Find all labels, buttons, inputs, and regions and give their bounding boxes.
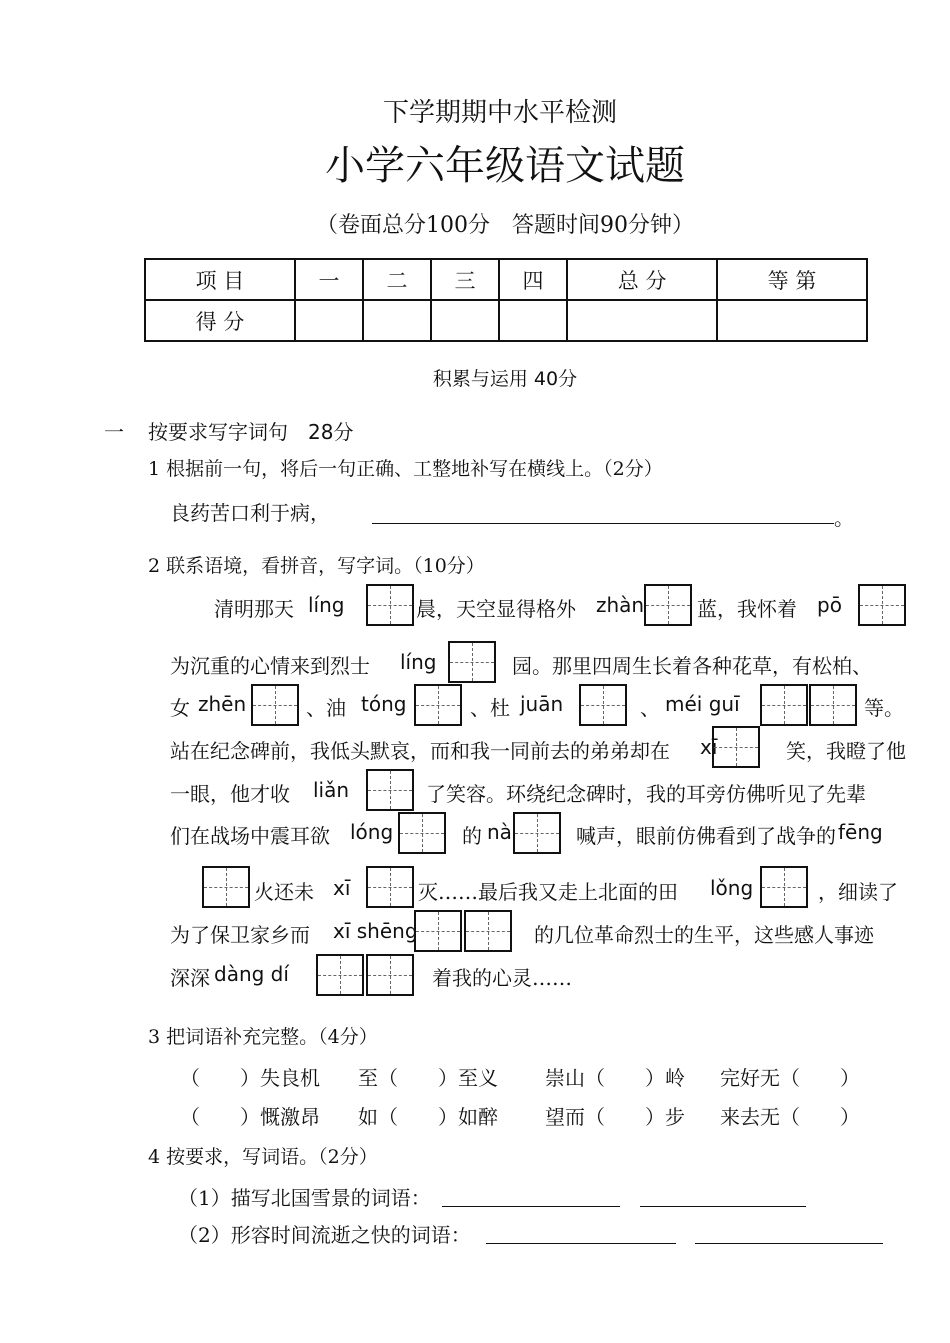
q2-text: 为了保卫家乡而 [170,923,310,947]
q2-pinyin: pō [817,593,842,617]
q2-pinyin: líng [400,650,437,674]
q2-char-box[interactable] [579,684,627,726]
q2-char-box[interactable] [448,641,496,683]
q2-text: 的 [462,824,482,848]
exam-info: （卷面总分100分 答题时间90分钟） [316,213,694,238]
part1-title: 按要求写字词句 28分 [148,420,354,444]
q2-text: 清明那天 [214,597,294,621]
q2-pinyin: lóng [350,820,394,844]
score-input-cell[interactable] [567,300,717,341]
q2-text: 为沉重的心情来到烈士 [170,654,370,678]
q4-answer-line[interactable] [695,1221,883,1244]
q2-text: 喊声，眼前仿佛看到了战争的 [576,824,836,848]
q2-pinyin: nà [487,820,512,844]
q2-text: 晨，天空显得格外 [416,597,576,621]
q3-item[interactable]: 至（ ）至义 [358,1066,498,1090]
q2-text: 、杜 [470,696,510,720]
score-input-cell[interactable] [717,300,867,341]
q3-item[interactable]: 崇山（ ）岭 [545,1066,685,1090]
q2-char-box[interactable] [366,769,414,811]
q2-pinyin: dàng dí [214,962,289,986]
q2-text: 的几位革命烈士的生平，这些感人事迹 [534,923,874,947]
q2-char-box[interactable] [414,910,462,952]
score-table-cell: 三 [431,259,499,300]
q2-text: 着我的心灵…… [432,966,572,990]
q2-char-box[interactable] [398,812,446,854]
q2-prompt: 2 联系语境，看拼音，写字词。（10分） [148,555,485,577]
q4-answer-line[interactable] [486,1221,676,1244]
q2-pinyin: fēng [838,820,883,844]
q3-item[interactable]: 完好无（ ） [720,1066,860,1090]
part1-label: 一 [104,420,124,444]
q4-item-2: （2）形容时间流逝之快的词语： [178,1223,471,1247]
q3-prompt: 3 把词语补充完整。（4分） [148,1026,378,1048]
q2-char-box[interactable] [414,684,462,726]
q2-char-box[interactable] [316,954,364,996]
score-input-cell[interactable] [363,300,431,341]
q2-pinyin: méi guī [665,692,740,716]
score-table [144,258,868,342]
section-heading: 积累与运用 40分 [432,368,578,390]
score-table-score-row [145,300,867,341]
q3-item[interactable]: 如（ ）如醉 [358,1105,498,1129]
q2-text: 蓝，我怀着 [697,597,797,621]
q2-text: 、油 [306,696,346,720]
q2-pinyin: liǎn [313,778,350,802]
q2-char-box[interactable] [809,684,857,726]
score-table-cell: 总 分 [567,259,717,300]
q4-item-1: （1）描写北国雪景的词语： [178,1186,431,1210]
q1-text: 良药苦口利于病， [170,501,330,525]
q2-char-box[interactable] [644,584,692,626]
q3-item[interactable]: （ ）失良机 [180,1066,320,1090]
q2-text: 深深 [170,966,210,990]
q2-char-box[interactable] [464,910,512,952]
score-table-cell: 一 [295,259,363,300]
score-table-cell: 得 分 [145,300,295,341]
q2-text: 女 [170,696,190,720]
q2-char-box[interactable] [513,812,561,854]
score-table-cell: 项 目 [145,259,295,300]
q2-pinyin: xī [333,876,351,900]
q1-end: 。 [834,506,854,530]
q2-text: 园。那里四周生长着各种花草，有松柏、 [512,654,872,678]
q4-answer-line[interactable] [442,1184,620,1207]
score-table-cell: 二 [363,259,431,300]
q2-text: 们在战场中震耳欲 [170,824,330,848]
q2-char-box[interactable] [858,584,906,626]
q4-answer-line[interactable] [640,1184,806,1207]
q2-pinyin: xī shēng [333,919,418,943]
q2-text: 站在纪念碑前，我低头默哀，而和我一同前去的弟弟却在 [170,739,670,763]
q3-item[interactable]: 来去无（ ） [720,1105,860,1129]
score-input-cell[interactable] [499,300,567,341]
q2-text: 一眼，他才收 [170,782,290,806]
exam-title: 小学六年级语文试题 [325,143,685,189]
exam-subtitle: 下学期期中水平检测 [382,98,617,128]
q2-char-box[interactable] [366,954,414,996]
score-table-cell: 等 第 [717,259,867,300]
q2-pinyin: xī [700,735,718,759]
q2-char-box[interactable] [202,866,250,908]
q2-text: 笑，我瞪了他 [786,739,906,763]
q2-char-box[interactable] [366,866,414,908]
q2-pinyin: zhàn [596,593,645,617]
q2-pinyin: juān [520,692,564,716]
q1-answer-line[interactable] [372,499,834,524]
q2-char-box[interactable] [366,584,414,626]
score-input-cell[interactable] [431,300,499,341]
score-table-header-row [145,259,867,300]
q2-text: 火还未 [254,880,314,904]
q2-text: 灭……最后我又走上北面的田 [418,880,678,904]
q2-pinyin: lǒng [710,876,754,900]
q1-prompt: 1 根据前一句，将后一句正确、工整地补写在横线上。（2分） [148,458,663,480]
q2-char-box[interactable] [760,866,808,908]
q2-text: 了笑容。环绕纪念碑时，我的耳旁仿佛听见了先辈 [426,782,866,806]
q2-char-box[interactable] [760,684,808,726]
q2-pinyin: tóng [361,692,407,716]
q4-prompt: 4 按要求，写词语。（2分） [148,1146,378,1168]
q2-char-box[interactable] [251,684,299,726]
score-table-cell: 四 [499,259,567,300]
q3-item[interactable]: 望而（ ）步 [545,1105,685,1129]
q2-char-box[interactable] [712,726,760,768]
q2-pinyin: zhēn [198,692,247,716]
q2-pinyin: líng [308,593,345,617]
q3-item[interactable]: （ ）慨激昂 [180,1105,320,1129]
q2-text: 、 [640,696,660,720]
q2-text: ，细读了 [818,880,898,904]
q2-text: 等。 [864,696,904,720]
score-input-cell[interactable] [295,300,363,341]
